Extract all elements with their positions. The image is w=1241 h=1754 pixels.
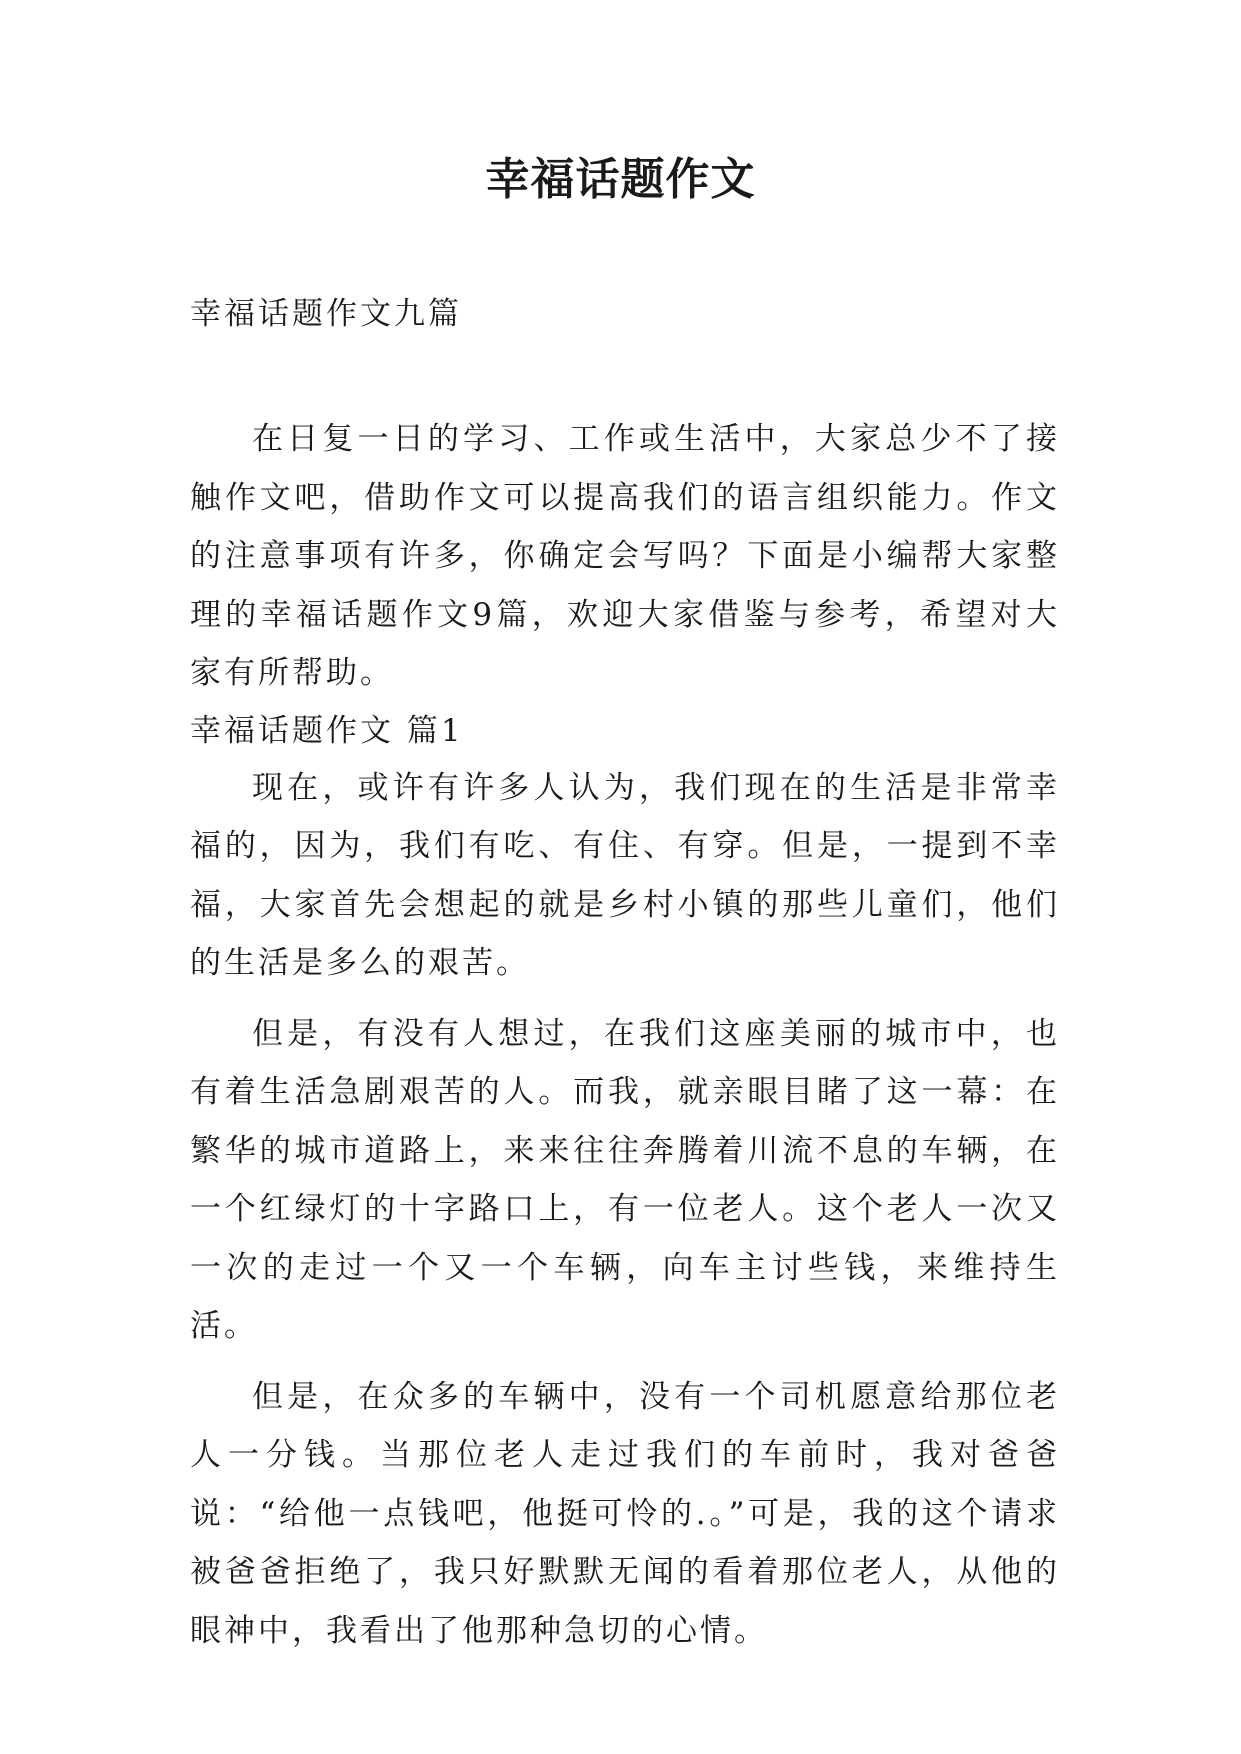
document-subtitle: 幸福话题作文九篇	[190, 296, 462, 332]
intro-paragraph: 在日复一日的学习、工作或生活中，大家总少不了接触作文吧，借助作文可以提高我们的语言组织能力。作文的注意事项有许多，你确定会写吗？下面是小编帮大家整理的幸福话题作文9篇，欢迎大家借鉴与参考，希望对大家有所帮助。	[190, 421, 1060, 691]
body-paragraph: 但是，在众多的车辆中，没有一个司机愿意给那位老人一分钱。当那位老人走过我们的车前时，我对爸爸说：“给他一点钱吧，他挺可怜的.。”可是，我的这个请求被爸爸拒绝了，我只好默默无闻的看着那位老人，从他的眼神中，我看出了他那种急切的心情。	[190, 1378, 1060, 1649]
section-heading: 幸福话题作文 篇1	[190, 712, 464, 749]
body-paragraph: 现在，或许有许多人认为，我们现在的生活是非常幸福的，因为，我们有吃、有住、有穿。但是，一提到不幸福，大家首先会想起的就是乡村小镇的那些儿童们，他们的生活是多么的艰苦。	[190, 769, 1060, 981]
document-body	[190, 410, 1060, 1672]
body-paragraph: 但是，有没有人想过，在我们这座美丽的城市中，也有着生活急剧艰苦的人。而我，就亲眼目睹了这一幕：在繁华的城市道路上，来来往往奔腾着川流不息的车辆，在一个红绿灯的十字路口上，有一位老人。这个老人一次又一次的走过一个又一个车辆，向车主讨些钱，来维持生活。	[190, 1015, 1060, 1344]
document-title: 幸福话题作文	[485, 154, 756, 205]
